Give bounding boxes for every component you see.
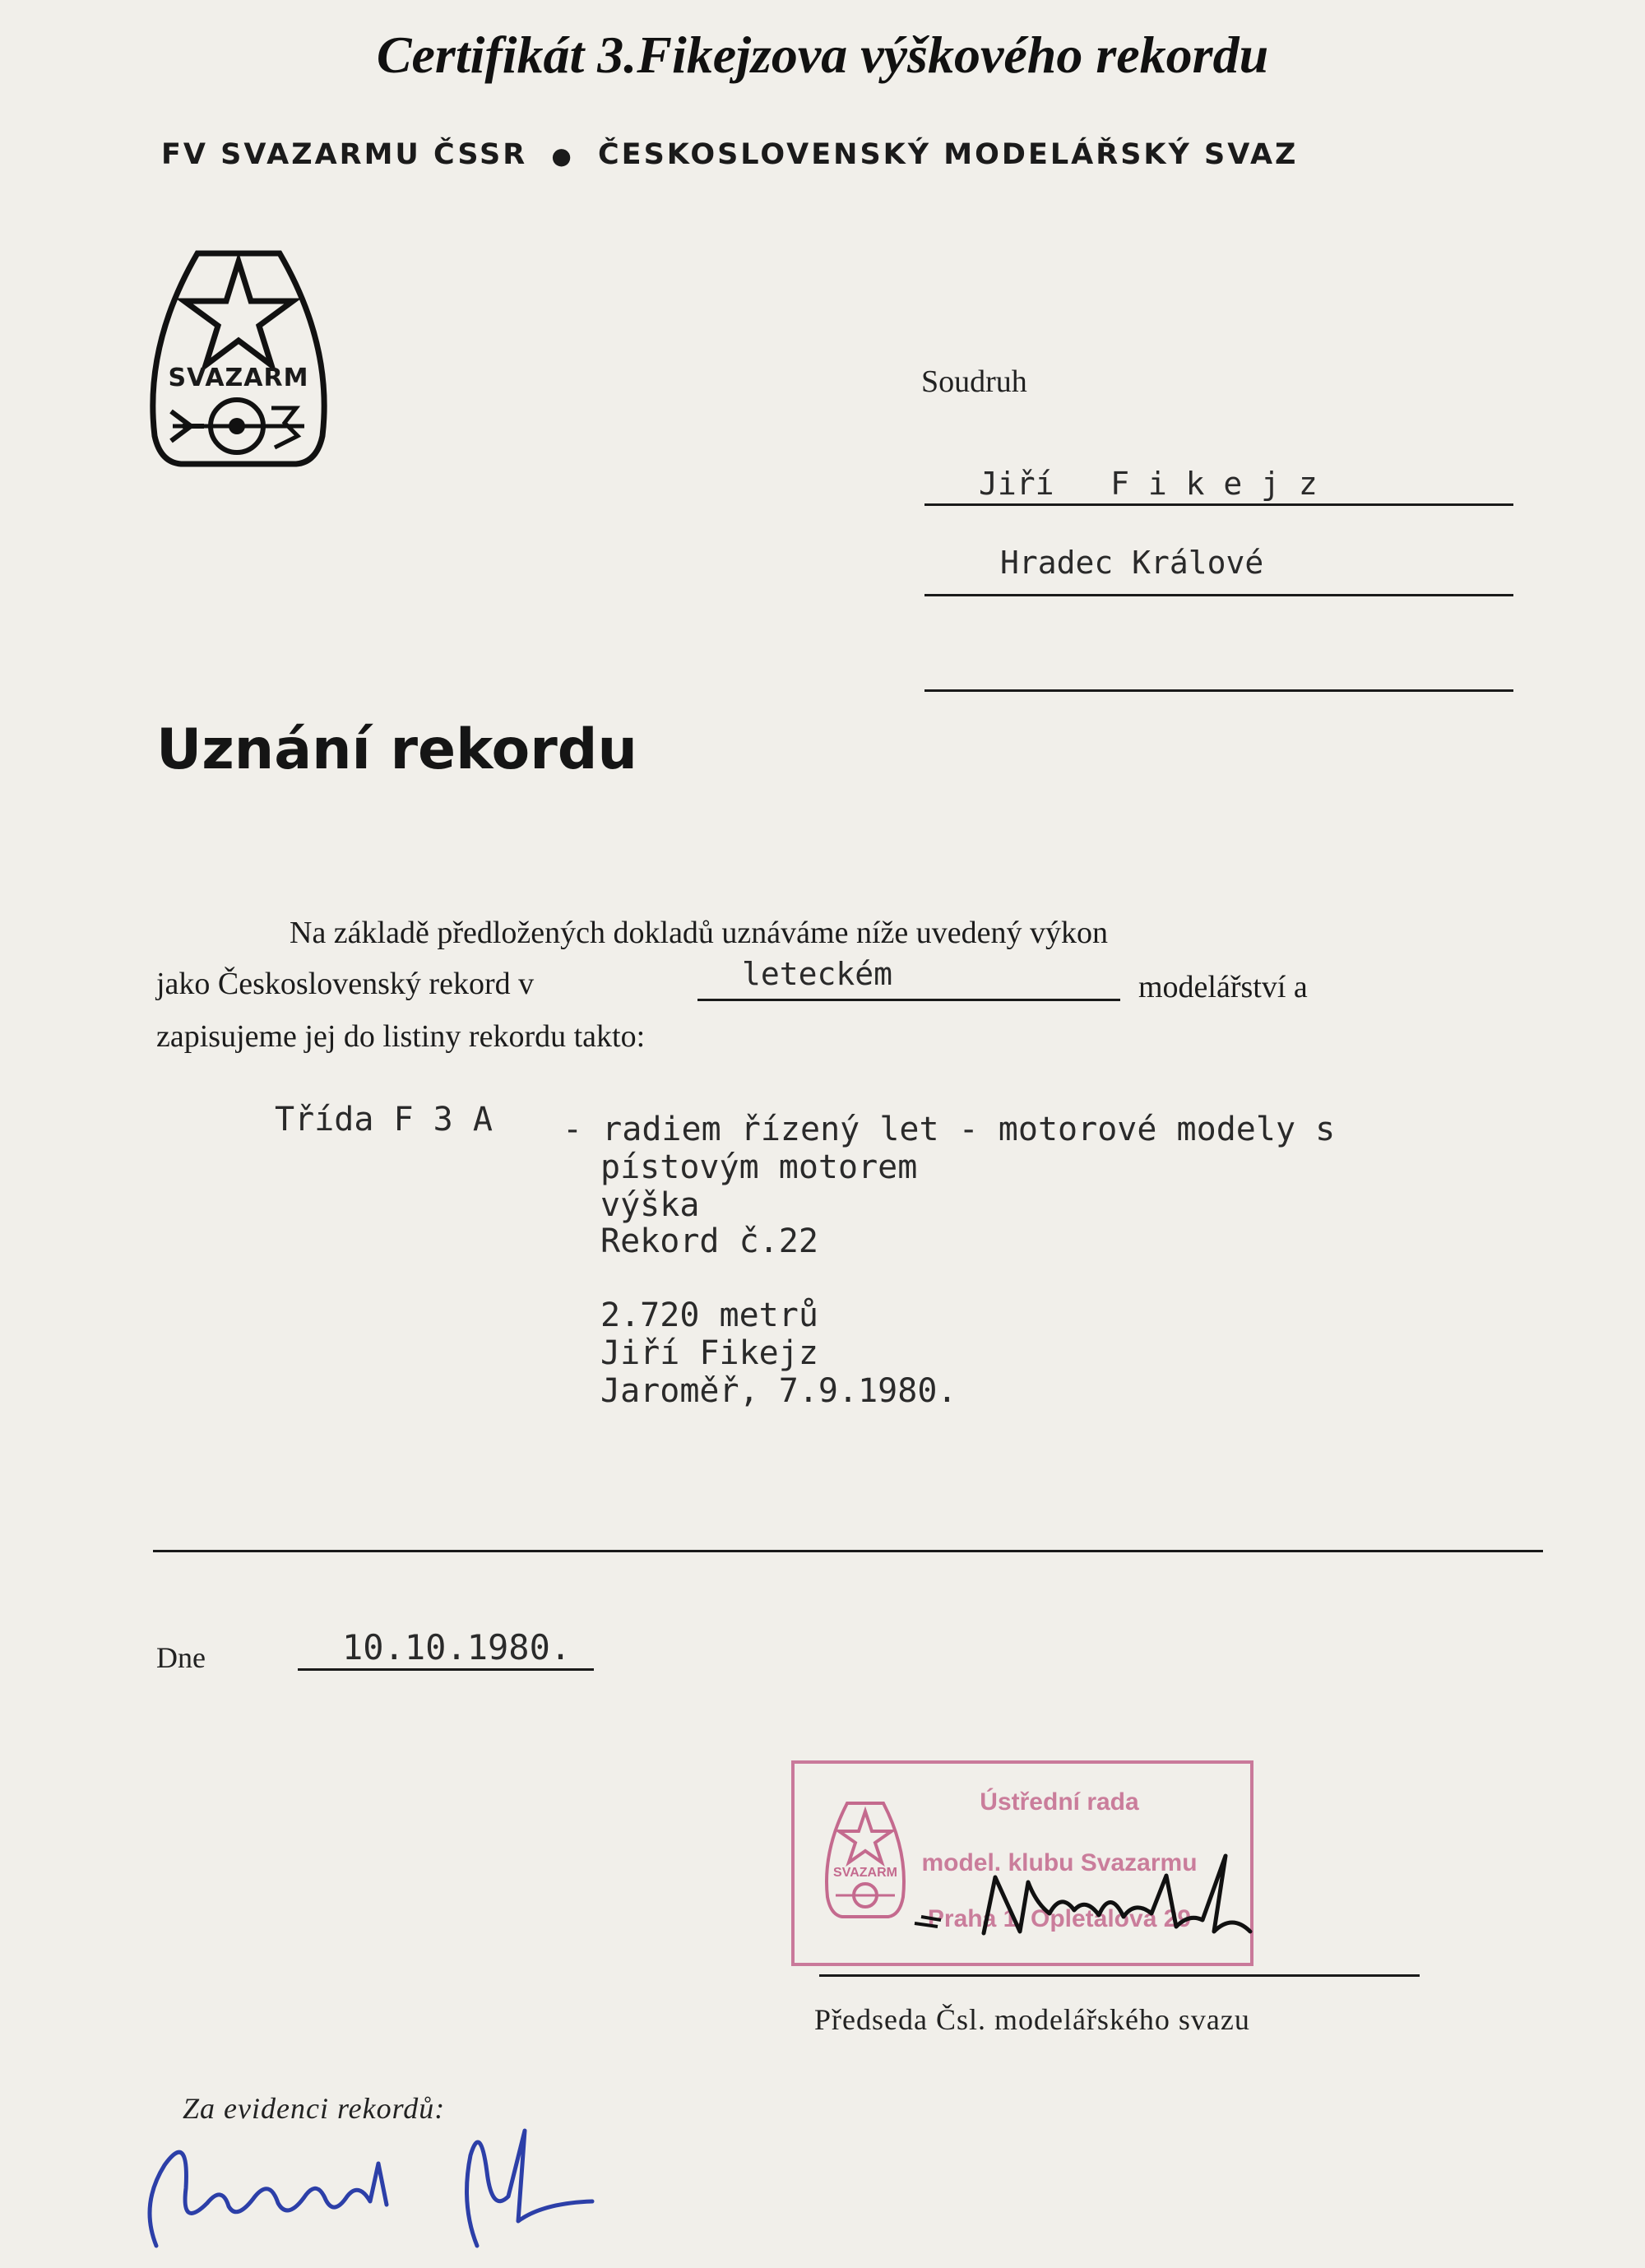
document-caption: Certifikát 3.Fikejzova výškového rekordu [376,26,1269,84]
name-underline [924,503,1513,506]
city-underline [924,594,1513,596]
chairman-signature [905,1834,1332,1950]
org-right: ČESKOSLOVENSKÝ MODELÁŘSKÝ SVAZ [597,138,1299,171]
date-underline [298,1668,594,1671]
svazarm-star-logo [140,247,337,477]
date-value: 10.10.1980. [342,1627,572,1667]
stamp-line-1: Ústřední rada [980,1788,1139,1816]
registry-label: Za evidenci rekordů: [183,2092,446,2125]
record-category: výška [600,1186,700,1224]
record-value: 2.720 metrů [600,1296,818,1334]
body-line-1: Na základě předložených dokladů uznáváme níže uvedený výkon [290,916,1108,950]
record-class-label: Třída F 3 A [275,1101,493,1139]
stamp-emblem-text: SVAZARM [833,1866,897,1880]
blank-underline [924,689,1513,692]
org-left: FV SVAZARMU ČSSR [161,138,528,171]
recipient-city: Hradec Králové [1000,545,1264,581]
record-number: Rekord č.22 [600,1222,818,1260]
record-place-date: Jaroměř, 7.9.1980. [600,1372,957,1410]
record-class-desc-1: - radiem řízený let - motorové modely s [563,1111,1336,1148]
signature-line [819,1974,1420,1977]
body-line-3: zapisujeme jej do listiny rekordu takto: [156,1019,646,1054]
body-line-2-prefix: jako Československý rekord v [156,967,535,1001]
salutation: Soudruh [921,364,1027,399]
section-divider [153,1550,1543,1552]
logo-text: SVAZARM [168,364,309,392]
organization-header [161,138,1298,171]
stamp-line-2: model. klubu Svazarmu [921,1849,1198,1876]
recipient-name: Jiří F i k e j z [979,466,1318,502]
chairman-role: Předseda Čsl. modelářského svazu [814,2003,1250,2036]
body-line-2-fill: leteckém [742,956,893,992]
stamp-line-3: Praha 1, Opletalova 29 [927,1905,1192,1932]
record-class-desc-2: pístovým motorem [600,1148,918,1186]
bullet: ● [551,142,574,169]
registry-signatures [132,2106,658,2254]
page-title: Uznání rekordu [156,717,637,782]
body-line-2-suffix: modelářství a [1138,970,1308,1004]
fill-underline [697,999,1120,1001]
date-label: Dne [156,1641,206,1674]
record-holder: Jiří Fikejz [600,1334,818,1372]
svazarm-logo-icon [140,247,337,477]
